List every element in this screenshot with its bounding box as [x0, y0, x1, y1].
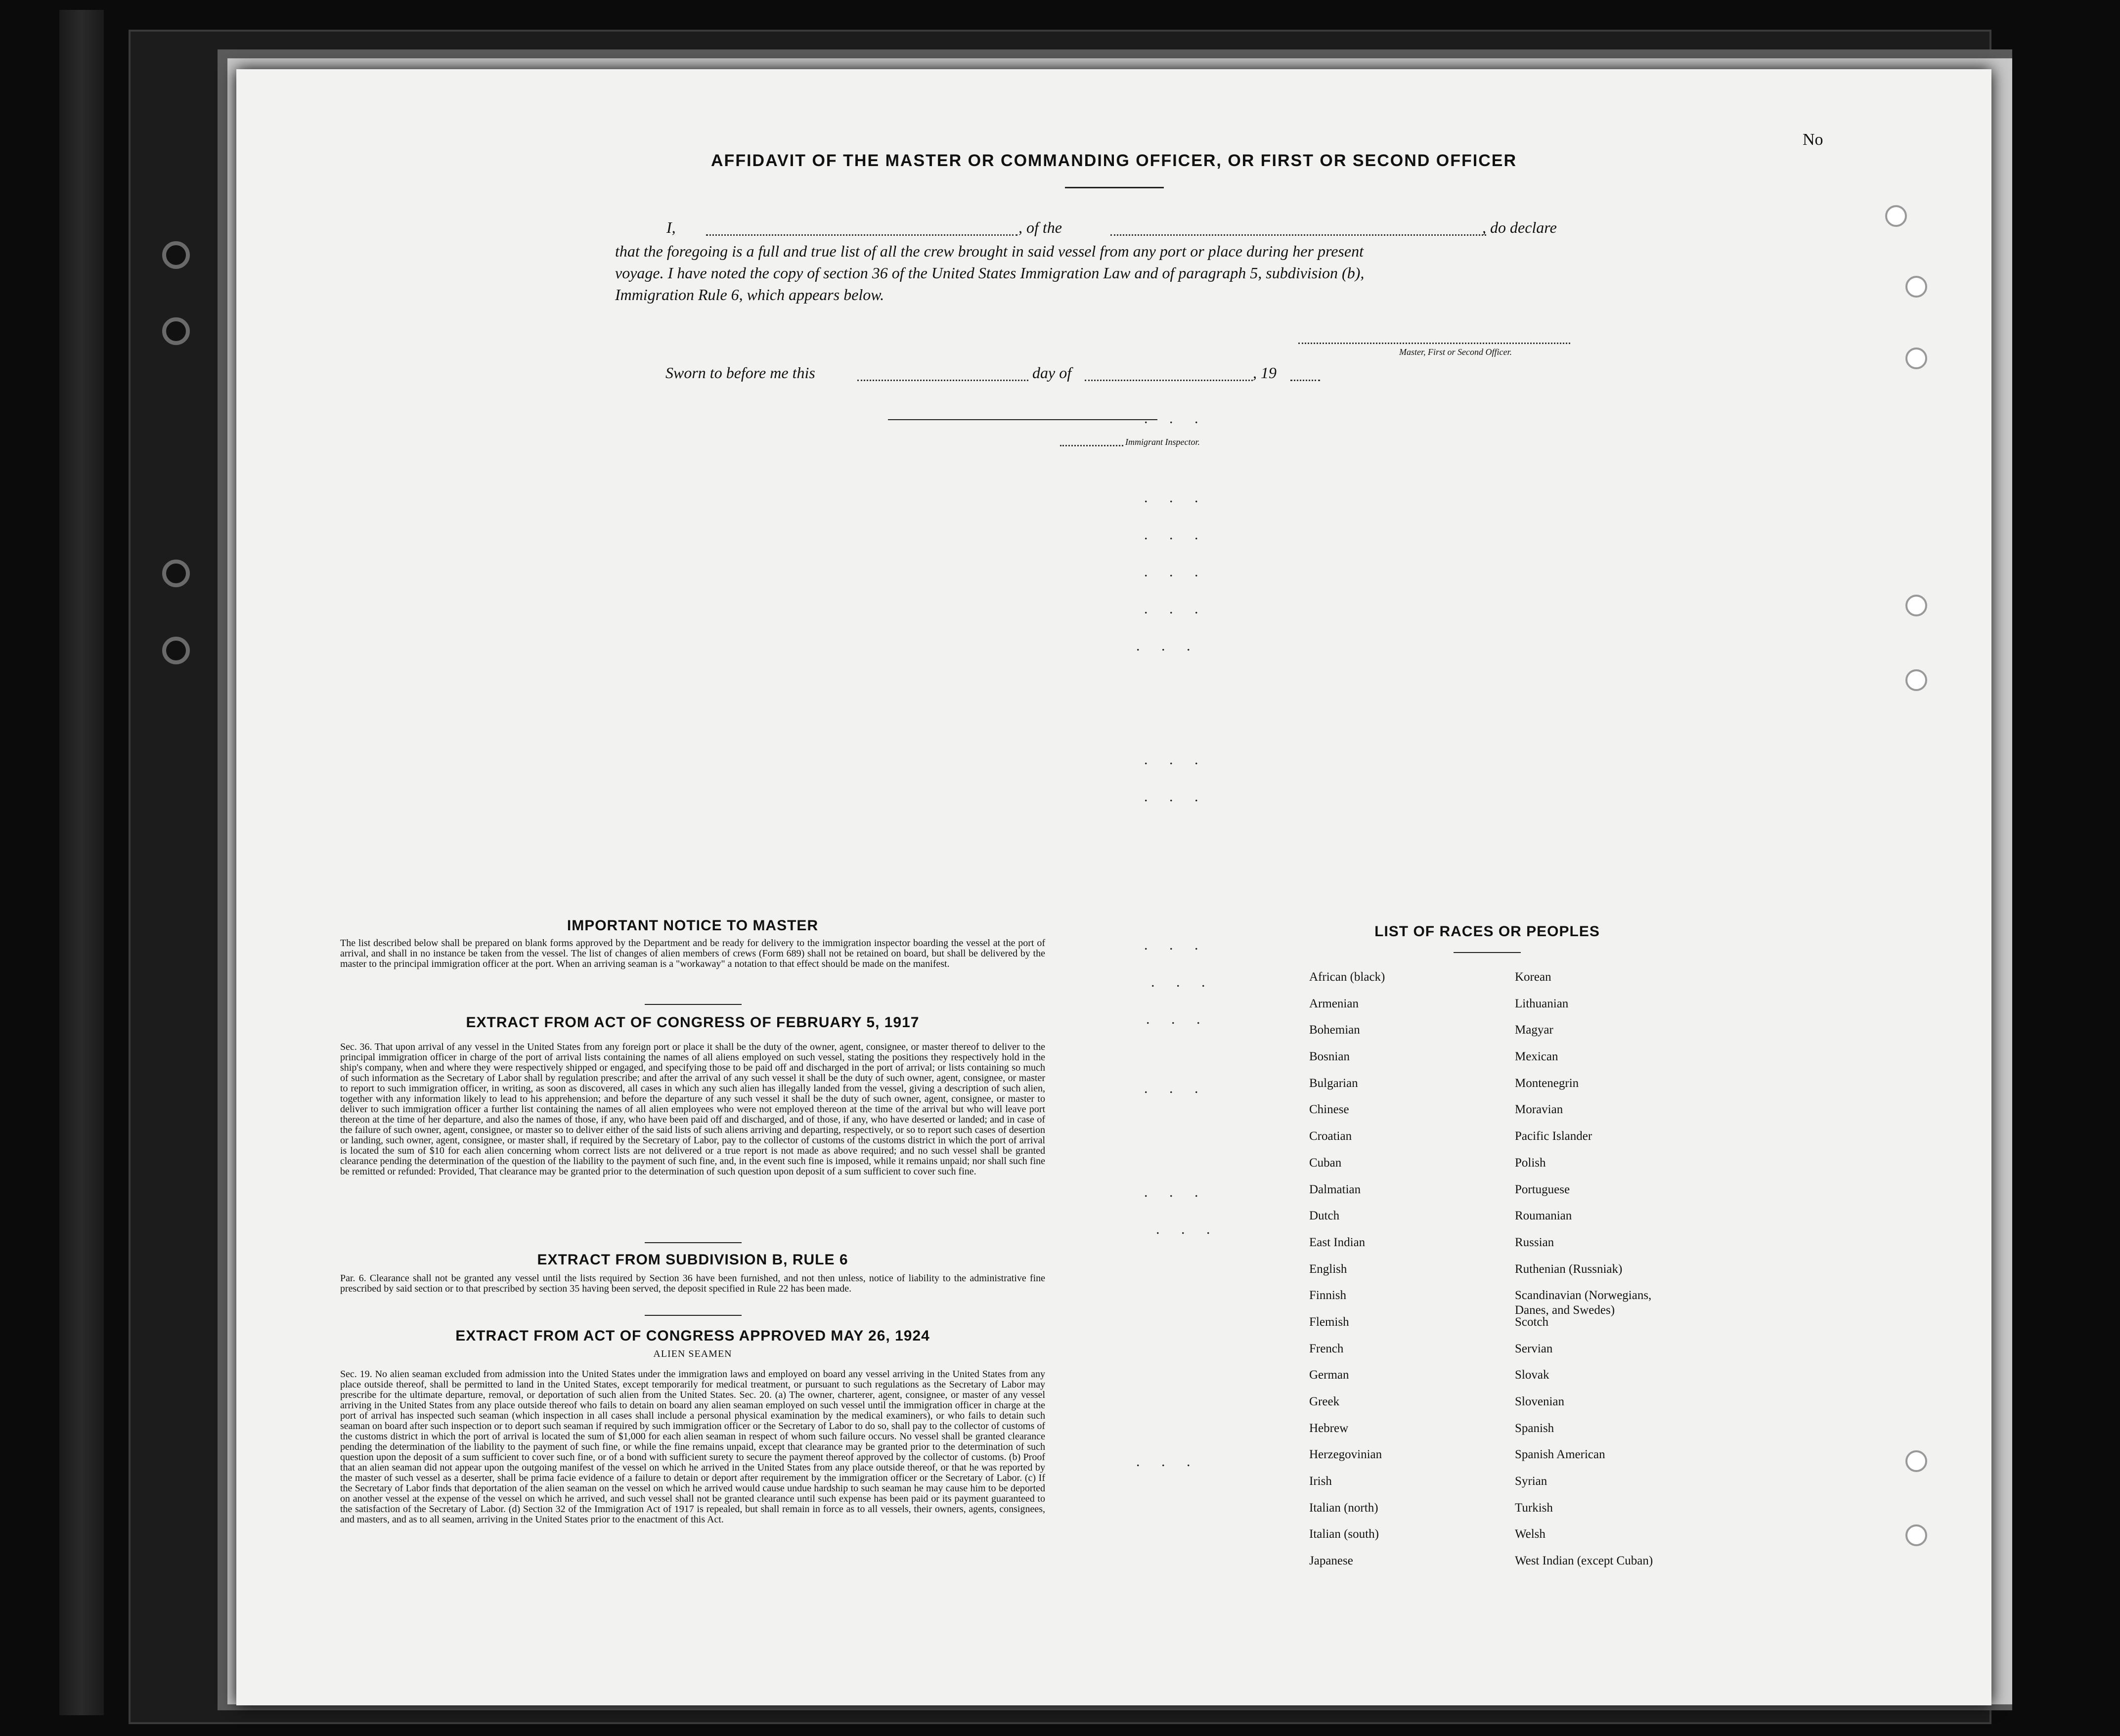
form-number-label: No [1803, 130, 1823, 149]
punch-hole [1905, 595, 1927, 616]
race-item: English [1309, 1262, 1347, 1276]
race-item: Portuguese [1515, 1182, 1570, 1196]
extract-1917-title: EXTRACT FROM ACT OF CONGRESS OF FEBRUARY 5, 1917 [466, 1014, 920, 1031]
race-item: Herzegovinian [1309, 1448, 1382, 1462]
affidavit-paragraph-2: voyage. I have noted the copy of section 36 of the United States Immigration Law and of paragraph 5, subdivision (b), [615, 264, 1365, 282]
binding-hole [162, 241, 190, 269]
races-right-column [1515, 970, 1742, 1580]
race-item: Finnish [1309, 1289, 1347, 1302]
inspector-label: Immigrant Inspector. [1125, 437, 1200, 447]
race-item: Italian (south) [1309, 1527, 1379, 1541]
race-item: Spanish American [1515, 1448, 1605, 1462]
dot-marks: . . . [1144, 526, 1207, 543]
year-prefix-label: , 19 [1253, 364, 1277, 382]
dot-marks: . . . [1144, 564, 1207, 580]
binding-hole [162, 560, 190, 587]
race-item: Croatian [1309, 1129, 1352, 1143]
punch-hole [1905, 1524, 1927, 1546]
race-item: Bosnian [1309, 1050, 1350, 1064]
sworn-year-field[interactable] [1290, 380, 1320, 381]
album-binding [59, 10, 104, 1715]
race-item: Cuban [1309, 1156, 1342, 1170]
race-item: Irish [1309, 1475, 1332, 1488]
race-item: Slovak [1515, 1368, 1549, 1382]
race-item: Dutch [1309, 1209, 1340, 1223]
race-item: Chinese [1309, 1103, 1349, 1117]
punch-hole [1905, 276, 1927, 298]
race-item: Magyar [1515, 1023, 1553, 1037]
race-item: Syrian [1515, 1475, 1547, 1488]
race-item: Flemish [1309, 1315, 1349, 1329]
race-item: Slovenian [1515, 1395, 1564, 1408]
notice-divider [645, 1004, 742, 1005]
affidavit-of-the-label: , of the [1018, 218, 1062, 236]
sworn-month-field[interactable] [1085, 380, 1253, 381]
extract-rule6-text: Par. 6. Clearance shall not be granted any vessel until the lists required by Section 36 have been furnished, and not then unless, notice of liability to the administrative fine prescribed by said section or to that prescribed by section 35 having been served, the deposit specified in Rule 22 has been made. [340, 1273, 1045, 1294]
race-item: Polish [1515, 1156, 1546, 1170]
declarant-name-field[interactable] [706, 234, 1017, 236]
race-item: Montenegrin [1515, 1076, 1579, 1090]
sworn-day-field[interactable] [857, 380, 1028, 381]
dot-marks: . . . [1144, 788, 1207, 805]
title-divider [1065, 187, 1164, 188]
race-item: Servian [1515, 1342, 1553, 1355]
dot-marks: . . . [1144, 751, 1207, 768]
manifest-sheet [236, 69, 1991, 1705]
binding-hole [162, 317, 190, 345]
race-item: Roumanian [1515, 1209, 1572, 1223]
dot-marks: . . . [1136, 638, 1199, 654]
vessel-name-field[interactable] [1110, 234, 1486, 236]
dot-marks: . . . [1144, 1184, 1207, 1200]
extract-rule6-divider [645, 1315, 742, 1316]
race-item: Japanese [1309, 1554, 1353, 1568]
race-item: Bohemian [1309, 1023, 1360, 1037]
master-signature-label: Master, First or Second Officer. [1399, 347, 1512, 357]
extract-1924-text: Sec. 19. No alien seaman excluded from admission into the United States under the immigration laws and employed on board any vessel arriving in the United States from any place outside thereof, shall be permitted to land in the United States, except temporarily for medical treatment, or pursuant to such regulations as the Secretary of Labor may prescribe for the ultimate departure, removal, or deportation of such alien from the United States. Sec. 20. (a) The owner, charterer, agent, consignee, or master of any vessel arriving in the United States from any place outside thereof who fails to detain on board any alien seaman employed on such vessel until the immigration officer in charge at the port of arrival has inspected such seaman (which inspection in all cases shall include a personal physical examination by the medical examiners), or who fails to detain such seaman on board after such inspection or to deport such seaman if required by such immigration officer or the Secretary of Labor to do so, shall pay to the collector of customs of the customs district in which the port of arrival is located the sum of $1,000 for each alien seaman in respect of whom such failure occurs. No vessel shall be granted clearance pending the determination of the liability to the payment of such fine, or while the fine remains unpaid, except that clearance may be granted prior to the determination of such question upon the deposit of a sum sufficient to cover such fine, or of a bond with sufficient surety to secure the payment thereof approved by the collector of customs. (b) Proof that an alien seaman did not appear upon the outgoing manifest of the vessel on which he arrived in the United States from any place outside thereof, or that he was reported by the master of such vessel as a deserter, shall be prima facie evidence of a failure to detain or deport after requirement by the immigration officer or the Secretary of Labor. (c) If the Secretary of Labor finds that deportation of the alien seaman on the vessel on which he arrived would cause undue hardship to such seaman he may cause him to be deported on another vessel at the expense of the vessel on which he arrived, and such vessel shall not be granted clearance until such expense has been paid or its payment guaranteed to the satisfaction of the Secretary of Labor. (d) Section 32 of the Immigration Act of 1917 is repealed, but shall remain in force as to all vessels, their owners, agents, consignees, and masters, and as to all seamen, arriving in the United States prior to the enactment of this Act. [340, 1369, 1045, 1525]
races-left-column [1309, 970, 1497, 1580]
affidavit-declare-label: , do declare [1482, 218, 1557, 236]
extract-1924-title: EXTRACT FROM ACT OF CONGRESS APPROVED MAY 26, 1924 [455, 1328, 930, 1344]
dot-marks: . . . [1136, 1453, 1199, 1470]
race-item: Pacific Islander [1515, 1129, 1592, 1143]
affidavit-paragraph-3: Immigration Rule 6, which appears below. [615, 286, 884, 304]
race-item: Turkish [1515, 1501, 1553, 1515]
races-divider [1454, 952, 1521, 953]
inspector-signature-line[interactable] [888, 419, 1157, 420]
extract-1917-text: Sec. 36. That upon arrival of any vessel in the United States from any foreign port or place it shall be the duty of the owner, agent, consignee, or master thereof to deliver to the principal immigration officer in charge of the port of arrival lists containing the names of all aliens employed on such vessel, stating the positions they respectively hold in the ship's company, when and where they were respectively shipped or engaged, and specifying those to be paid off and discharged in the port of arrival; or lists containing so much of such information as the Secretary of Labor shall by regulation prescribe; and after the arrival of any such vessel it shall be the duty of such owner, agent, consignee, or master to report to such immigration officer, in writing, as soon as discovered, all cases in which any such alien has illegally landed from the vessel, giving a description of such alien, together with any information likely to lead to his apprehension; and before the departure of any such vessel it shall be the duty of such owner, agent, consignee, or master to deliver to such immigration officer a further list containing the names of all alien employees who were not employed thereon at the time of the arrival but who will leave port thereon at the time of her departure, and also the names of those, if any, who have been paid off and discharged, and of those, if any, who have deserted or landed; and in case of the failure of such owner, agent, consignee, or master so to deliver either of the said lists of such aliens arriving and departing, respectively, or so to report such cases of desertion or landing, such owner, agent, consignee, or master shall, if required by the Secretary of Labor, pay to the collector of customs of the customs district in which the port of arrival is located the sum of $10 for each alien concerning whom correct lists are not delivered or a true report is not made as above required; and no such vessel shall be granted clearance pending the determination of the question of the liability to the payment of such fine, and, in the event such fine is imposed, while it remains unpaid; nor shall such fine be remitted or refunded: Provided, That clearance may be granted prior to the determination of such question upon deposit of a sum sufficient to cover such fine. [340, 1042, 1045, 1177]
race-item: Ruthenian (Russniak) [1515, 1262, 1623, 1276]
dot-marks: . . . [1144, 937, 1207, 953]
race-item: Lithuanian [1515, 997, 1569, 1010]
race-item: Moravian [1515, 1103, 1563, 1117]
sworn-label: Sworn to before me this [665, 364, 815, 382]
race-item: Scandinavian (Norwegians, Danes, and Swedes) [1515, 1289, 1652, 1317]
inspector-name-field[interactable] [1060, 445, 1123, 446]
affidavit-i-label: I, [666, 218, 676, 236]
race-item: Italian (north) [1309, 1501, 1378, 1515]
affidavit-paragraph-1: that the foregoing is a full and true list of all the crew brought in said vessel from any port or place during her present [615, 242, 1364, 260]
race-item: Mexican [1515, 1050, 1558, 1064]
extract-1924-subtitle: ALIEN SEAMEN [653, 1348, 732, 1359]
punch-hole [1905, 1450, 1927, 1472]
race-item: Korean [1515, 970, 1551, 984]
affidavit-title: AFFIDAVIT OF THE MASTER OR COMMANDING OFFICER, OR FIRST OR SECOND OFFICER [711, 151, 1517, 170]
dot-marks: . . . [1156, 1221, 1219, 1237]
binding-hole [162, 637, 190, 664]
race-item: Russian [1515, 1235, 1554, 1249]
race-item: Hebrew [1309, 1421, 1349, 1435]
notice-title: IMPORTANT NOTICE TO MASTER [567, 917, 819, 934]
race-item: Bulgarian [1309, 1076, 1358, 1090]
notice-text: The list described below shall be prepared on blank forms approved by the Department and be ready for delivery to the immigration inspector boarding the vessel at the port of arrival, and shall in no instance be taken from the vessel. The list of changes of alien members of crews (Form 689) shall not be retained on board, but shall be delivered by the master to the principal immigration officer at the port. When an arriving seaman is a "workaway" a notation to that effect should be made on the manifest. [340, 938, 1045, 969]
race-item: Greek [1309, 1395, 1340, 1408]
dot-marks: . . . [1146, 1011, 1209, 1027]
dot-marks: . . . [1151, 974, 1214, 990]
race-item: East Indian [1309, 1235, 1366, 1249]
race-item: Welsh [1515, 1527, 1546, 1541]
dot-marks: . . . [1144, 410, 1207, 427]
races-title: LIST OF RACES OR PEOPLES [1374, 923, 1600, 940]
race-item: Scotch [1515, 1315, 1549, 1329]
dot-marks: . . . [1144, 601, 1207, 617]
punch-hole [1905, 347, 1927, 369]
race-item: Spanish [1515, 1421, 1554, 1435]
extract-rule6-title: EXTRACT FROM SUBDIVISION B, RULE 6 [537, 1252, 848, 1268]
race-item: West Indian (except Cuban) [1515, 1554, 1653, 1568]
punch-hole [1885, 205, 1907, 227]
day-of-label: day of [1032, 364, 1072, 382]
master-signature-field[interactable] [1298, 343, 1570, 344]
race-item: Armenian [1309, 997, 1359, 1010]
dot-marks: . . . [1144, 489, 1207, 506]
race-item: German [1309, 1368, 1349, 1382]
punch-hole [1905, 669, 1927, 691]
race-item: French [1309, 1342, 1344, 1355]
dot-marks: . . . [1144, 1080, 1207, 1096]
extract-1917-divider [645, 1242, 742, 1243]
race-item: Dalmatian [1309, 1182, 1361, 1196]
race-item: African (black) [1309, 970, 1385, 984]
